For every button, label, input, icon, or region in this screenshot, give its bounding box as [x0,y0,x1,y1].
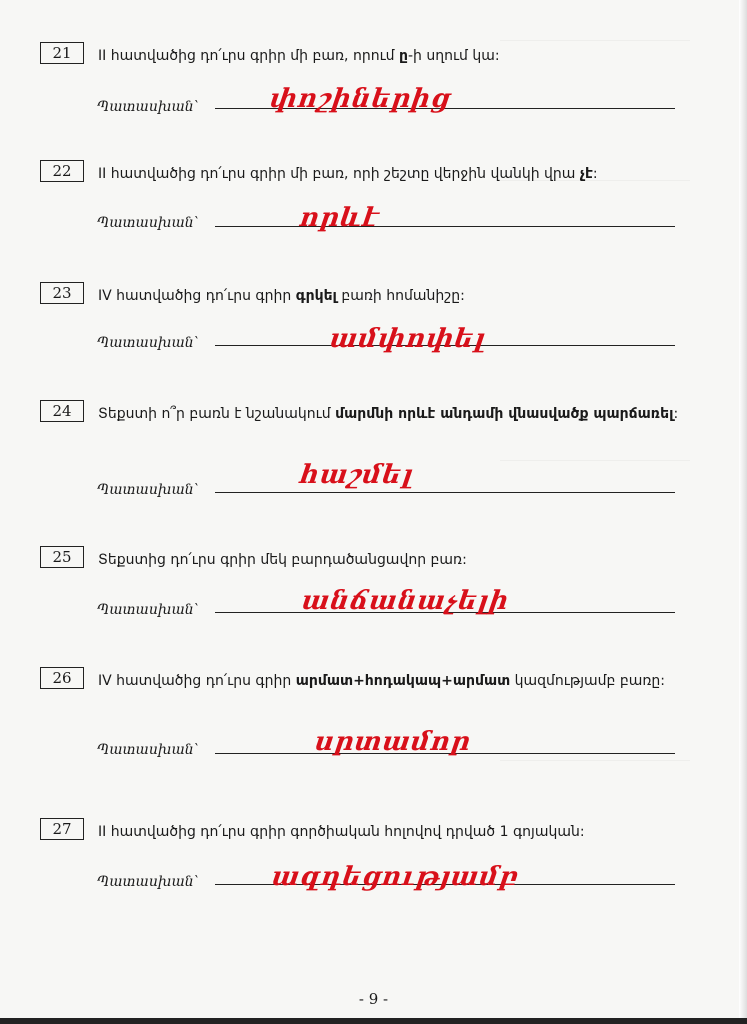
answer-label: Պատասխան՝ [97,602,199,618]
task-number-box: 25 [40,546,84,568]
handwritten-answer: հաշմել [297,460,416,490]
answer-label: Պատասխան՝ [97,99,199,115]
bleed-through-line [500,760,690,771]
task-question: IV հատվածից դո՛ւրս գրիր գրկել բառի հոմանիշը: [98,288,465,304]
task-number-box: 26 [40,667,84,689]
scan-edge-right [739,0,747,1024]
handwritten-answer: որևէ [297,203,382,233]
answer-label: Պատասխան՝ [97,742,199,758]
task-question: II հատվածից դո՛ւրս գրիր գործիական հոլովով դրված 1 գոյական: [98,824,585,840]
bleed-through-line [500,460,690,471]
handwritten-answer: սրտամոր [312,727,474,757]
task-number-box: 27 [40,818,84,840]
handwritten-answer: ազդեցությամբ [269,862,521,892]
answer-line [215,492,675,493]
handwritten-answer: ամփոփել [327,324,488,354]
task-question: II հատվածից դո՛ւրս գրիր մի բառ, որում ը-ի սղում կա: [98,48,500,64]
page-number: - 9 - [358,990,389,1008]
task-question: IV հատվածից դո՛ւրս գրիր արմատ+հոդակապ+արմատ կազմությամբ բառը: [98,673,666,689]
handwritten-answer: անճանաչելի [299,586,512,616]
task-number-box: 23 [40,282,84,304]
handwritten-answer: փոշիներից [267,84,453,114]
task-question: II հատվածից դո՛ւրս գրիր մի բառ, որի շեշտը վերջին վանկի վրա չէ: [98,166,598,182]
answer-label: Պատասխան՝ [97,874,199,890]
task-number-box: 24 [40,400,84,422]
scan-edge-bottom [0,1018,747,1024]
task-question: Տեքստի ո՞ր բառն է նշանակում մարմնի որևէ անդամի վնասվածք պարճառել: [98,406,679,422]
task-question: Տեքստից դո՛ւրս գրիր մեկ բարդածանցավոր բառ: [98,552,467,568]
answer-label: Պատասխան՝ [97,482,199,498]
task-number-box: 22 [40,160,84,182]
answer-line [215,226,675,227]
answer-label: Պատասխան՝ [97,215,199,231]
answer-label: Պատասխան՝ [97,335,199,351]
task-number-box: 21 [40,42,84,64]
